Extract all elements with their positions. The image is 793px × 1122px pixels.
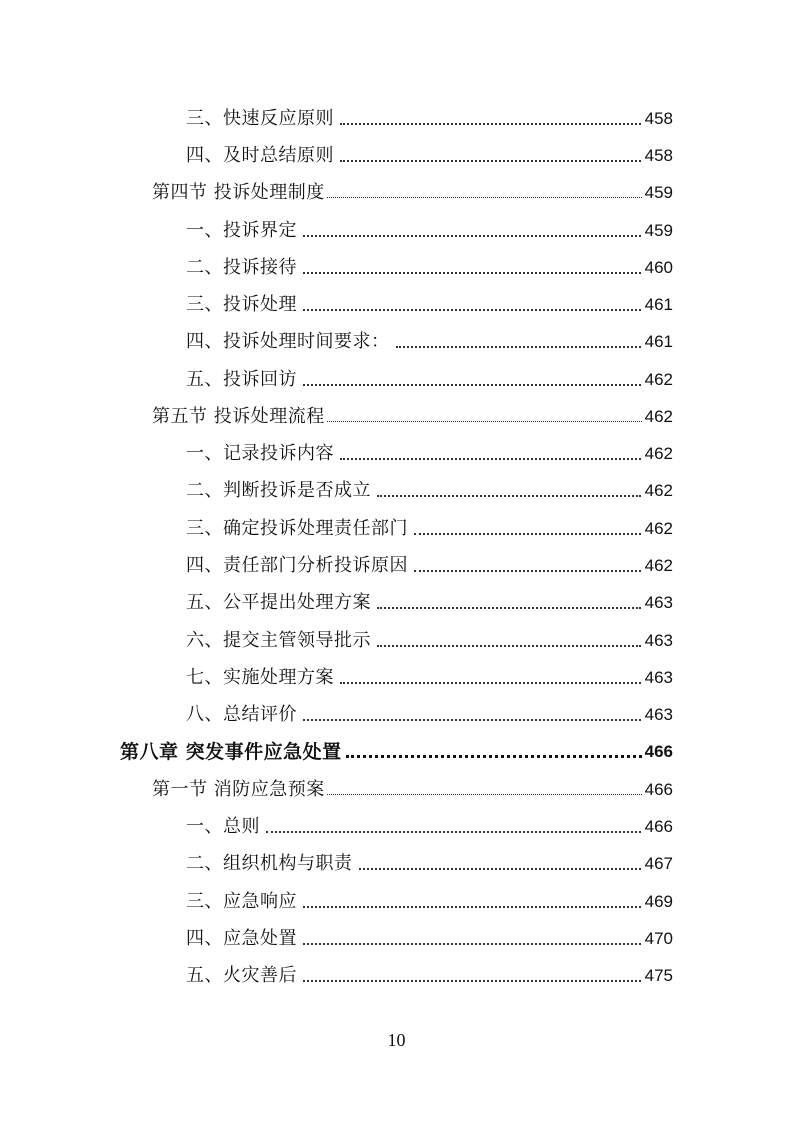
toc-entry-page: 462 [644, 407, 673, 426]
dot-leader [377, 606, 641, 609]
toc-entry-title: 八、总结评价 [186, 704, 297, 725]
dot-leader [303, 383, 641, 386]
toc-entry-page: 458 [644, 109, 673, 128]
toc-entry-title: 一、记录投诉内容 [186, 443, 334, 464]
toc-entry [186, 888, 673, 916]
toc-entry-chapter [120, 738, 673, 766]
toc-entry-title: 二、判断投诉是否成立 [186, 480, 371, 501]
dot-leader [303, 942, 641, 945]
toc-entry-page: 463 [644, 593, 673, 612]
toc-entry-page: 461 [644, 295, 673, 314]
dot-leader [396, 345, 641, 348]
toc-entry-title: 二、组织机构与职责 [186, 853, 353, 874]
dot-leader [303, 979, 641, 982]
toc-entry-title: 三、投诉处理 [186, 294, 297, 315]
toc-entry [186, 328, 673, 356]
toc-entry-page: 470 [644, 929, 673, 948]
toc-entry-title: 三、快速反应原则 [186, 108, 334, 129]
toc-entry-title: 一、投诉界定 [186, 220, 297, 241]
toc-entry [186, 925, 673, 953]
toc-entry [186, 366, 673, 394]
dot-leader [340, 122, 641, 125]
dot-leader [303, 308, 641, 311]
toc-entry [186, 850, 673, 878]
dot-leader [303, 234, 641, 237]
toc-entry-page: 475 [644, 966, 673, 985]
toc-entry [186, 589, 673, 617]
dot-leader [340, 681, 641, 684]
dot-leader [359, 867, 641, 870]
toc-entry-title: 五、投诉回访 [186, 369, 297, 390]
dot-leader [303, 718, 641, 721]
toc-entry-page: 466 [644, 742, 673, 761]
toc-entry-title: 五、公平提出处理方案 [186, 592, 371, 613]
toc-entry-page: 463 [644, 668, 673, 687]
toc-entry-page: 469 [644, 892, 673, 911]
dot-leader [346, 754, 642, 758]
toc-entry [186, 552, 673, 580]
toc-entry [186, 217, 673, 245]
toc-entry-page: 466 [644, 780, 673, 799]
dot-leader [327, 793, 642, 795]
toc-entry [186, 291, 673, 319]
toc-entry [186, 701, 673, 729]
toc-entry-page: 460 [644, 258, 673, 277]
toc-entry-title: 二、投诉接待 [186, 257, 297, 278]
toc-entry-page: 459 [644, 183, 673, 202]
toc-entry [186, 440, 673, 468]
dot-leader [377, 494, 641, 497]
toc-entry-title: 第八章 突发事件应急处置 [120, 741, 342, 763]
dot-leader [266, 830, 641, 833]
toc-entry [186, 254, 673, 282]
toc-entry-page: 463 [644, 631, 673, 650]
toc-entry-page: 466 [644, 817, 673, 836]
toc-entry-page: 463 [644, 705, 673, 724]
toc-entry-title: 三、应急响应 [186, 891, 297, 912]
toc-entry-title: 三、确定投诉处理责任部门 [186, 518, 408, 539]
toc-entry-title: 第一节 消防应急预案 [152, 779, 325, 800]
toc-entry-title: 第五节 投诉处理流程 [152, 406, 325, 427]
toc-entry [152, 179, 673, 207]
toc-entry-page: 458 [644, 146, 673, 165]
toc-entry [186, 664, 673, 692]
dot-leader [303, 271, 641, 274]
dot-leader [303, 905, 641, 908]
toc-entry-title: 四、责任部门分析投诉原因 [186, 555, 408, 576]
toc-entry-page: 462 [644, 556, 673, 575]
toc-entry-page: 459 [644, 221, 673, 240]
toc-entry-title: 四、应急处置 [186, 928, 297, 949]
toc-entry [152, 403, 673, 431]
dot-leader [327, 420, 642, 422]
toc-entry-title: 七、实施处理方案 [186, 667, 334, 688]
toc-entry-page: 462 [644, 481, 673, 500]
toc-entry [186, 105, 673, 133]
toc-entry [186, 962, 673, 990]
dot-leader [414, 569, 641, 572]
dot-leader [377, 644, 641, 647]
toc-entry-title: 六、提交主管领导批示 [186, 630, 371, 651]
toc-entry-page: 462 [644, 519, 673, 538]
toc-entry-title: 第四节 投诉处理制度 [152, 182, 325, 203]
toc-entry-page: 462 [644, 444, 673, 463]
toc-entry-title: 五、火灾善后 [186, 965, 297, 986]
dot-leader [340, 457, 641, 460]
toc-entry [152, 776, 673, 804]
dot-leader [414, 532, 641, 535]
toc-entry-title: 一、总则 [186, 816, 260, 837]
toc-entry-title: 四、投诉处理时间要求： [186, 331, 390, 352]
dot-leader [340, 159, 641, 162]
toc-entry [186, 142, 673, 170]
page-number: 10 [387, 1030, 406, 1050]
toc-entry-page: 462 [644, 370, 673, 389]
toc-entry [186, 627, 673, 655]
toc-entry-title: 四、及时总结原则 [186, 145, 334, 166]
toc-entry-page: 461 [644, 332, 673, 351]
toc-entry [186, 515, 673, 543]
toc-entry-page: 467 [644, 854, 673, 873]
dot-leader [327, 196, 642, 198]
toc-entry [186, 477, 673, 505]
toc-entry [186, 813, 673, 841]
